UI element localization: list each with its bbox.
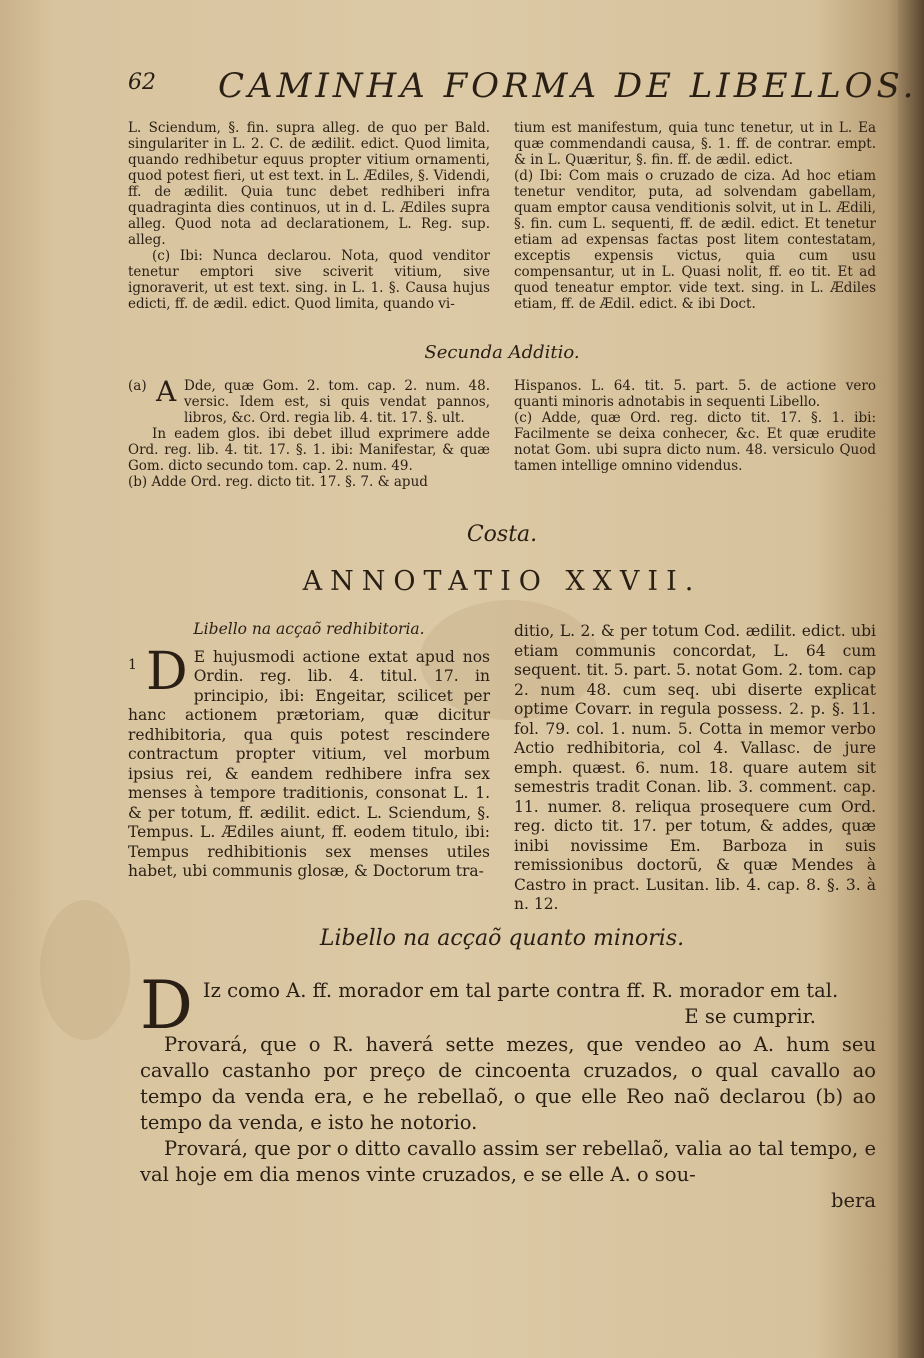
additio-right-text: Hispanos. L. 64. tit. 5. part. 5. de actione vero quanti minoris adnotabis in sequenti Libello. [514,378,876,410]
paper-stain [40,900,130,1040]
additio-a-text: Dde, quæ Gom. 2. tom. cap. 2. num. 48. versic. Idem est, si quis vendat pannos, libros, &c. Ord. regia lib. 4. tit. 17. §. ult. [184,378,490,426]
notes-top-left [128,120,490,312]
paragraph-number: 1 [128,656,137,673]
additio-a [128,375,490,426]
libello-paragraph-1 [140,967,876,1044]
annotation-left [128,620,490,882]
libello-line-1: Iz como A. ff. morador em tal parte contra ff. R. morador em tal. [202,979,839,1002]
costa-heading: Costa. [466,522,538,547]
additio-left [128,375,490,490]
additio-b: (b) Adde Ord. reg. dicto tit. 17. §. 7. & apud [128,474,428,490]
catchword: bera [831,1189,876,1212]
running-title: CAMINHA FORMA DE LIBELLOS. [218,66,918,106]
page-number: 62 [128,70,156,95]
note-c: (c) Ibi: Nunca declarou. Nota, quod venditor tenetur emptori sive sciverit vitium, sive ignoraverit, ut est text. sing. in L. 1. §. Causa hujus edicti, ff. de ædil. edict. Quod limita, quando vi- [128,248,490,312]
libello-line-1-end: E se cumprir. [684,1005,816,1028]
notes-top-right [514,120,876,312]
libello-paragraph-2: Provará, que o R. haverá sette mezes, que vendeo ao A. hum seu cavallo castanho por preço de cincoenta cruzados, o qual cavallo ao tempo da venda era, e he rebellaõ, o que elle Reo naõ declarou (b) ao tempo da venda, e isto he notorio. [140,1033,876,1134]
annotation-subheading: Libello na acçaõ redhibitoria. [193,620,425,638]
annotation-right-text: ditio, L. 2. & per totum Cod. ædilit. edict. ubi etiam communis concordat, L. 64 cum sequent. tit. 5. part. 5. notat Gom. 2. tom. cap 2. num 48. cum seq. ubi diserte explicat optime Covarr. in regula possess. 2. p. §. 11. fol. 79. col. 1. num. 5. Cotta in memor verbo Actio redhibitoria, col 4. Vallasc. de jure emph. quæst. 6. num. 18. quare autem sit semestris tradit Conan. lib. 3. comment. cap. 11. numer. 8. reliqua prosequere cum Ord. reg. dicto tit. 17. per totum, & addes, quæ inibi novissime Em. Barboza in suis remissionibus doctorũ, & quæ Mendes à Castro in pract. Lusitan. lib. 4. cap. 8. §. 3. à n. 12. [514,622,876,913]
note-text: tium est manifestum, quia tunc tenetur, ut in L. Ea quæ commendandi causa, §. 1. ff. de contrar. empt. & in L. Quæritur, §. fin. ff. de ædil. edict. [514,120,876,168]
libello-heading: Libello na acçaõ quanto minoris. [319,926,685,951]
annotatio-heading: ANNOTATIO XXVII. [302,566,702,597]
drop-cap: D [146,641,188,702]
note-d: (d) Ibi: Com mais o cruzado de ciza. Ad hoc etiam tenetur venditor, puta, ad solvendam gabellam, quam emptor causa venditionis solvit, ut in L. Ædili, §. fin. cum L. sequenti, ff. de ædil. edict. Et tenetur etiam ad expensas factas post litem contestatam, exceptis expensis victus, quia cum usu compensantur, ut in L. Quasi nolit, ff. eo tit. Et ad quod teneatur emptor. vide text. sing. in L. Ædiles etiam, ff. de Ædil. edict. & ibi Doct. [514,168,876,312]
additio-a2: In eadem glos. ibi debet illud exprimere adde Ord. reg. lib. 4. tit. 17. §. 1. ibi: Manifestar, & quæ Gom. dicto secundo tom. cap. 2. num. 49. [128,426,490,474]
secunda-additio-heading: Secunda Additio. [424,342,580,363]
drop-cap: A [156,375,177,408]
note-mark: (a) [128,378,147,394]
libello-body [140,967,876,1214]
annotation-right [514,622,876,915]
book-binding-edge [898,0,924,1358]
additio-c: (c) Adde, quæ Ord. reg. dicto tit. 17. §. 1. ibi: Facilmente se deixa conhecer, &c. Et quæ erudite notat Gom. ubi supra dicto num. 48. versiculo Quod tamen intellige omnino videndus. [514,410,876,474]
annotation-left-text: E hujusmodi actione extat apud nos Ordin. reg. lib. 4. titul. 17. in principio, ibi: Engeitar, scilicet per hanc actionem prætoriam, quæ dicitur redhibitoria, qua quis potest rescindere contractum propter vitium, vel morbum ipsius rei, & eandem redhibere infra sex menses à tempore traditionis, consonat L. 1. & per totum, ff. ædilit. edict. L. Sciendum, §. Tempus. L. Ædiles aiunt, ff. eodem titulo, ibi: Tempus redhibitionis sex menses utiles habet, ubi communis glosæ, & Doctorum tra- [128,647,490,880]
annotation-paragraph [128,641,490,882]
additio-right [514,378,876,474]
drop-cap: D [140,967,193,1044]
note-text: L. Sciendum, §. fin. supra alleg. de quo per Bald. singulariter in L. 2. C. de ædilit. edict. Quod limita, quando redhibetur equus propter vitium ornamenti, quod potest fieri, ut est text. in L. Ædiles, §. Videndi, ff. de ædilit. Quia tunc debet redhiberi infra quadraginta dies continuos, ut in d. L. Ædiles supra alleg. Quod nota ad declarationem, L. Reg. sup. alleg. [128,120,490,248]
libello-paragraph-3: Provará, que por o ditto cavallo assim ser rebellaõ, valia ao tal tempo, e val hoje em dia menos vinte cruzados, e se elle A. o sou- [140,1137,876,1186]
page-header [128,62,918,110]
